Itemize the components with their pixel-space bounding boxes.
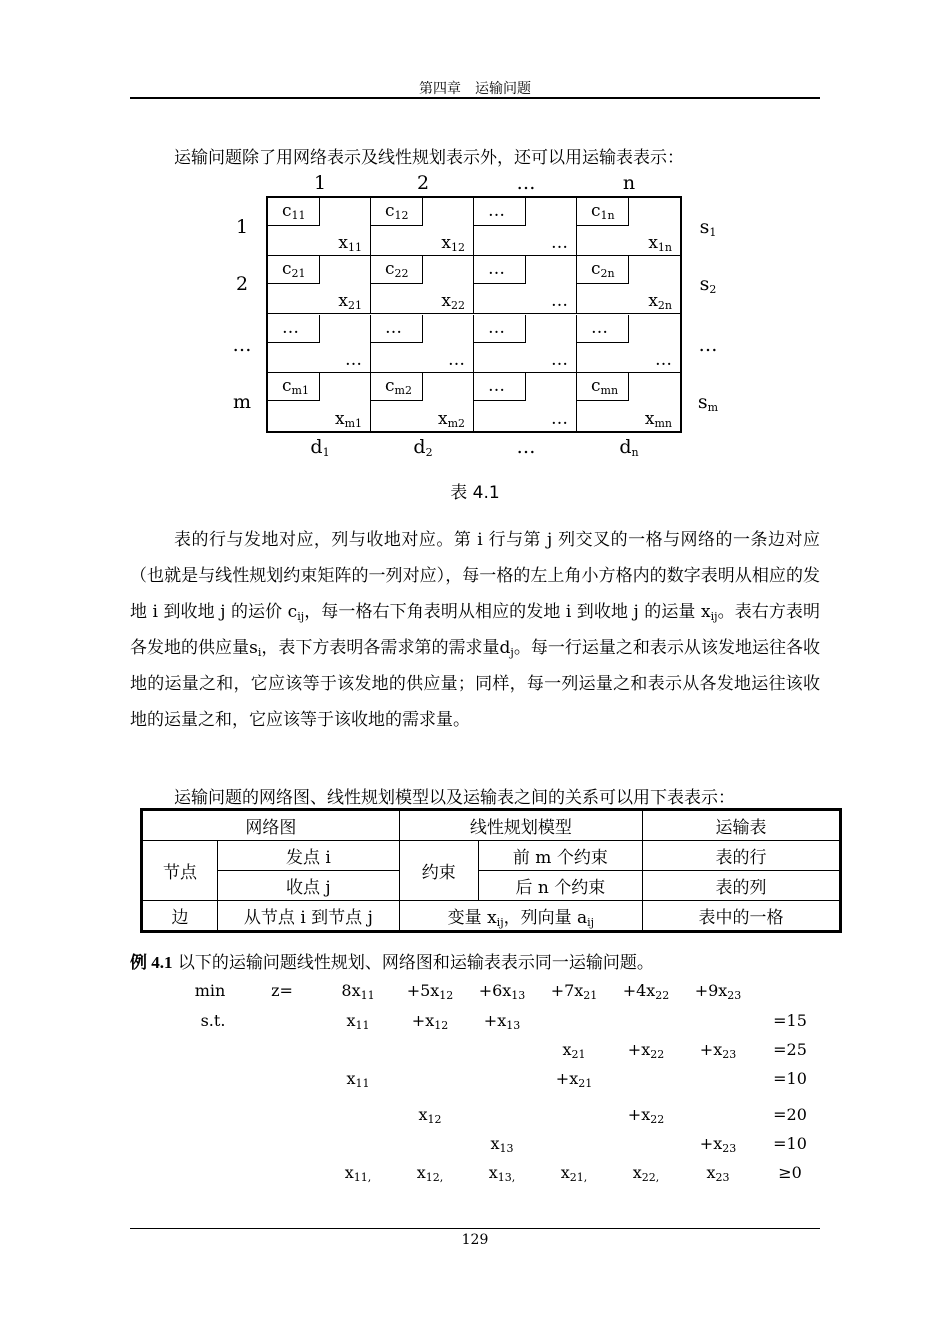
demand-label: … xyxy=(516,436,536,458)
cost-box: $c_{mn}$ xyxy=(577,373,629,401)
demand-label: $d_2$ xyxy=(413,436,433,459)
lp-objective-term: $8x_{11}$ xyxy=(341,981,375,1002)
lp-objective-term: $+5x_{12}$ xyxy=(406,981,454,1002)
cost-box: … xyxy=(474,373,526,401)
lp-rhs: =10 xyxy=(773,1134,807,1153)
cost-box: $c_{1n}$ xyxy=(577,198,629,226)
col-header-lp: 线性规划模型 xyxy=(399,810,642,841)
lp-objective-term: $+6x_{13}$ xyxy=(478,981,526,1002)
grid-cell xyxy=(268,198,371,256)
back-n-cell: 后 n 个约束 xyxy=(478,871,642,901)
col-header-network: 网络图 xyxy=(142,810,400,841)
grid-cell xyxy=(371,315,474,373)
lp-z: z= xyxy=(271,981,293,1000)
quantity-value: … xyxy=(551,291,568,311)
transport-table xyxy=(266,196,682,433)
lp-nonneg-term: $x_{22,}$ xyxy=(632,1163,660,1184)
lp-nonneg-term: $x_{11,}$ xyxy=(344,1163,372,1184)
column-label: … xyxy=(516,172,536,194)
column-label: 1 xyxy=(313,172,327,194)
supply-label: $s_1$ xyxy=(699,216,717,239)
lp-constraint-term: $x_{13}$ xyxy=(490,1134,514,1155)
quantity-value: $x_{11}$ xyxy=(338,233,362,254)
quantity-value: $x_{21}$ xyxy=(338,291,362,312)
grid-cell xyxy=(474,315,577,373)
quantity-value: … xyxy=(345,350,362,370)
lp-constraint-term: $x_{12}$ xyxy=(418,1105,442,1126)
lp-constraint-term: $+x_{22}$ xyxy=(627,1105,665,1126)
page-header: 第四章 运输问题 xyxy=(419,81,531,97)
lp-constraint-term: $+x_{21}$ xyxy=(555,1069,593,1090)
cost-box: $c_{m2}$ xyxy=(371,373,423,401)
row-label: 1 xyxy=(235,216,249,238)
lp-rhs: =25 xyxy=(773,1040,807,1059)
lp-rhs: =20 xyxy=(773,1105,807,1124)
grid-cell xyxy=(577,256,680,314)
row-cell: 表的行 xyxy=(643,841,841,871)
grid-cell xyxy=(474,373,577,431)
cost-box: $c_{2n}$ xyxy=(577,256,629,284)
grid-cell xyxy=(474,198,577,256)
lp-objective-term: $+4x_{22}$ xyxy=(622,981,670,1002)
supply-label: $s_m$ xyxy=(697,391,719,414)
col-header-table: 运输表 xyxy=(643,810,841,841)
lp-objective-term: $+9x_{23}$ xyxy=(694,981,742,1002)
row-label: 2 xyxy=(235,273,249,295)
quantity-value: $x_{12}$ xyxy=(441,233,465,254)
send-node-cell: 发点 i xyxy=(218,841,400,871)
supply-label: … xyxy=(698,334,718,356)
cost-box: … xyxy=(474,198,526,226)
quantity-value: $x_{2n}$ xyxy=(648,291,672,312)
lp-objective-term: $+7x_{21}$ xyxy=(550,981,598,1002)
grid-cell xyxy=(577,315,680,373)
edge-cell: 边 xyxy=(142,901,218,932)
quantity-value: $x_{1n}$ xyxy=(648,233,672,254)
intro-text: 运输问题除了用网络表示及线性规划表示外，还可以用运输表表示： xyxy=(174,148,684,168)
table-cell-desc: 表中的一格 xyxy=(643,901,841,932)
grid-cell xyxy=(268,256,371,314)
quantity-value: $x_{22}$ xyxy=(441,291,465,312)
cost-box: $c_{11}$ xyxy=(268,198,320,226)
lp-nonneg-term: $x_{23}$ xyxy=(706,1163,730,1184)
lp-rhs: =10 xyxy=(773,1069,807,1088)
quantity-value: … xyxy=(551,409,568,429)
grid-cell xyxy=(371,373,474,431)
row-label: … xyxy=(232,334,252,356)
row-label: m xyxy=(232,391,252,413)
cost-box: $c_{m1}$ xyxy=(268,373,320,401)
grid-cell xyxy=(577,373,680,431)
lp-constraint-term: $x_{11}$ xyxy=(346,1069,370,1090)
column-label: 2 xyxy=(416,172,430,194)
lp-nonneg-term: $x_{21,}$ xyxy=(560,1163,588,1184)
lp-st: s.t. xyxy=(200,1011,226,1030)
cost-box: … xyxy=(577,315,629,343)
body-paragraph: 表的行与发地对应，列与收地对应。第 i 行与第 j 列交叉的一格与网络的一条边对应（也就是与线性规划约束矩阵的一列对应），每一格的左上角小方格内的数字表明从相应的发地 i 到收地 j 的运价 $c_{ij}$，每一格右下角表明从相应的发地 i 到收地 j 的运量 $x_{ij}$。表右方表明各发地的供应量$s_i$，表下方表明各需求第的需求量$d_j$。每一行运量之和表示从该发地运往各收地的运量之和，它应该等于该发地的供应量；同样，每一列运量之和表示从各发地运往该收地的运量之和，它应该等于该收地的需求量。 xyxy=(130,530,821,730)
recv-node-cell: 收点 j xyxy=(218,871,400,901)
quantity-value: … xyxy=(551,233,568,253)
lp-nonneg-term: $x_{13,}$ xyxy=(488,1163,516,1184)
front-m-cell: 前 m 个约束 xyxy=(478,841,642,871)
grid-cell xyxy=(577,198,680,256)
constraint-cell: 约束 xyxy=(399,841,478,901)
lp-rhs: ≥0 xyxy=(778,1163,802,1182)
grid-cell xyxy=(371,256,474,314)
table-caption: 表 4.1 xyxy=(450,483,500,503)
lp-nonneg-term: $x_{12,}$ xyxy=(416,1163,444,1184)
node-cell: 节点 xyxy=(142,841,218,901)
cost-box: $c_{12}$ xyxy=(371,198,423,226)
relation-intro: 运输问题的网络图、线性规划模型以及运输表之间的关系可以用下表表示： xyxy=(174,788,735,808)
lp-constraint-term: $+x_{23}$ xyxy=(699,1134,737,1155)
relation-table xyxy=(140,808,842,933)
grid-cell xyxy=(268,373,371,431)
quantity-value: $x_{m2}$ xyxy=(437,409,465,430)
quantity-value: … xyxy=(448,350,465,370)
quantity-value: … xyxy=(655,350,672,370)
demand-label: $d_1$ xyxy=(310,436,330,459)
cost-box: $c_{21}$ xyxy=(268,256,320,284)
grid-cell xyxy=(474,256,577,314)
quantity-value: $x_{mn}$ xyxy=(644,409,672,430)
col-cell: 表的列 xyxy=(643,871,841,901)
lp-constraint-term: $x_{21}$ xyxy=(562,1040,586,1061)
cost-box: … xyxy=(268,315,320,343)
cost-box: … xyxy=(371,315,423,343)
variable-cell: 变量 $x_{ij}$，列向量 $a_{ij}$ xyxy=(399,901,642,932)
lp-constraint-term: $+x_{22}$ xyxy=(627,1040,665,1061)
demand-label: $d_n$ xyxy=(619,436,639,459)
lp-constraint-term: $x_{11}$ xyxy=(346,1011,370,1032)
example-heading: 例 4.1 以下的运输问题线性规划、网络图和运输表表示同一运输问题。 xyxy=(130,953,654,973)
quantity-value: … xyxy=(551,350,568,370)
edge-desc-cell: 从节点 i 到节点 j xyxy=(218,901,400,932)
lp-constraint-term: $+x_{23}$ xyxy=(699,1040,737,1061)
grid-cell xyxy=(268,315,371,373)
footer-rule xyxy=(130,1228,820,1229)
cost-box: $c_{22}$ xyxy=(371,256,423,284)
cost-box: … xyxy=(474,315,526,343)
lp-min: min xyxy=(194,981,226,1000)
supply-label: $s_2$ xyxy=(699,273,717,296)
column-label: n xyxy=(622,172,636,194)
header-rule xyxy=(130,97,820,99)
quantity-value: $x_{m1}$ xyxy=(334,409,362,430)
page-number: 129 xyxy=(461,1232,489,1248)
cost-box: … xyxy=(474,256,526,284)
lp-constraint-term: $+x_{12}$ xyxy=(411,1011,449,1032)
lp-constraint-term: $+x_{13}$ xyxy=(483,1011,521,1032)
lp-rhs: =15 xyxy=(773,1011,807,1030)
grid-cell xyxy=(371,198,474,256)
